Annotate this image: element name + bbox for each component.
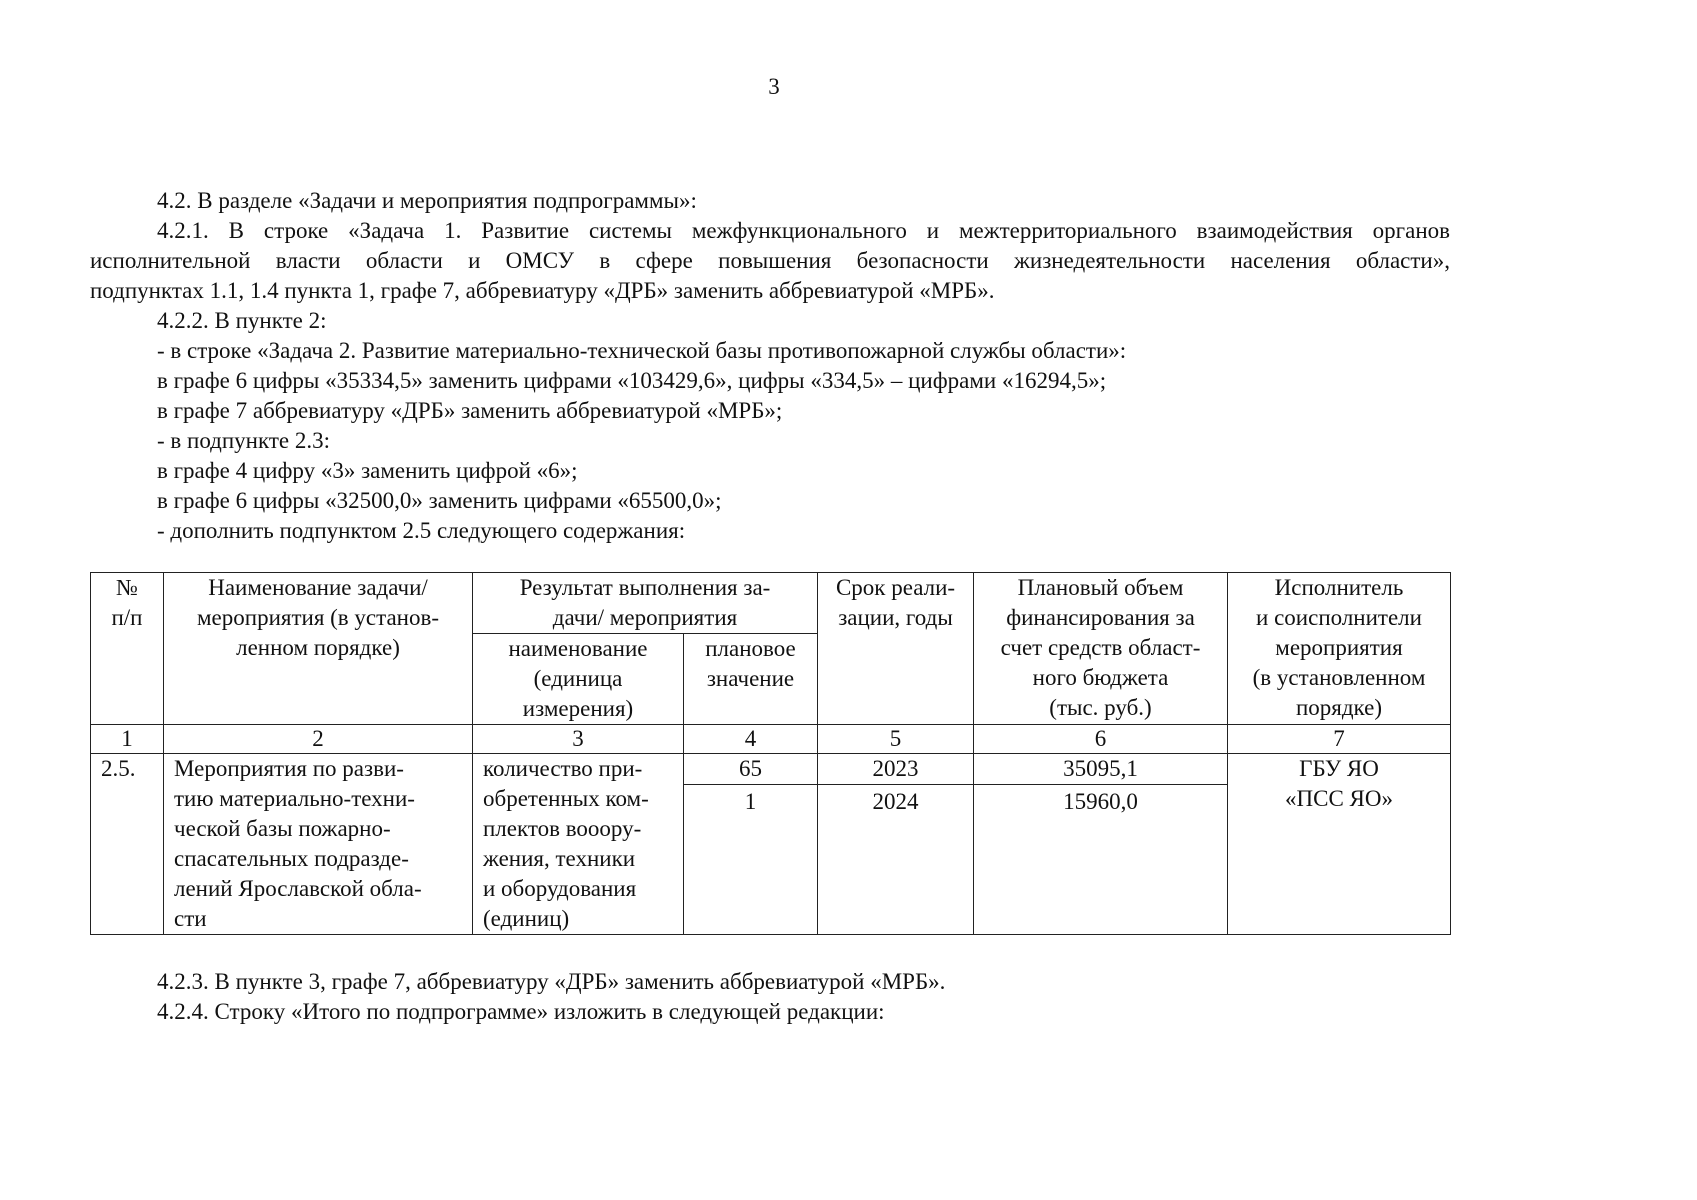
row-result-cell: количество при- обретенных ком- плектов вооору- жения, техники и оборудования (единиц) [473,754,684,935]
column-number-cell: 1 [91,725,164,754]
financing-cell: 15960,0 [974,785,1228,935]
amendment-table [90,572,1451,935]
table-row [91,754,1451,785]
paragraph-4-2-3: 4.2.3. В пункте 3, графе 7, аббревиатуру «ДРБ» заменить аббревиатурой «МРБ». [157,969,946,994]
paragraph-4-2-1-line1: 4.2.1. В строке «Задача 1. Развитие системы межфункционального и межтерриториального взаимодействия органов [157,218,1450,243]
header-col-result-name: наименование (единица измерения) [473,634,684,725]
paragraph-subitem-2-3: - в подпункте 2.3: [157,428,331,453]
header-col-result: Результат выполнения за- дачи/ мероприятия [473,573,818,634]
column-number-cell: 7 [1228,725,1451,754]
planned-value-cell: 1 [684,785,818,935]
column-number-cell: 3 [473,725,684,754]
paragraph-task-2: - в строке «Задача 2. Развитие материально-технической базы противопожарной службы области»: [157,338,1127,363]
header-col-name: Наименование задачи/ мероприятия (в установ- ленном порядке) [164,573,473,725]
column-number-cell: 6 [974,725,1228,754]
header-col-executor: Исполнитель и соисполнители мероприятия (в установленном порядке) [1228,573,1451,725]
row-name-cell: Мероприятия по разви- тию материально-техни- ческой базы пожарно- спасательных подразде- лений Ярославской обла- сти [164,754,473,935]
row-number-cell: 2.5. [91,754,164,935]
planned-value-cell: 65 [684,754,818,785]
paragraph-column4: в графе 4 цифру «3» заменить цифрой «6»; [157,458,578,483]
column-number-cell: 4 [684,725,818,754]
paragraph-4-2-1-line3: подпунктах 1.1, 1.4 пункта 1, графе 7, аббревиатуру «ДРБ» заменить аббревиатурой «МРБ». [90,278,995,303]
paragraph-4-2-2: 4.2.2. В пункте 2: [157,308,327,333]
page-number: 3 [768,74,780,99]
paragraph-4-2: 4.2. В разделе «Задачи и мероприятия подпрограммы»: [157,188,697,213]
financing-cell: 35095,1 [974,754,1228,785]
year-cell: 2024 [818,785,974,935]
paragraph-column7: в графе 7 аббревиатуру «ДРБ» заменить аббревиатурой «МРБ»; [157,398,783,423]
header-col-financing: Плановый объем финансирования за счет средств област- ного бюджета (тыс. руб.) [974,573,1228,725]
table-column-numbers-row [91,725,1451,754]
paragraph-4-2-4: 4.2.4. Строку «Итого по подпрограмме» изложить в следующей редакции: [157,999,885,1024]
paragraph-column6-2: в графе 6 цифры «32500,0» заменить цифрами «65500,0»; [157,488,722,513]
paragraph-4-2-1-line2: исполнительной власти области и ОМСУ в сфере повышения безопасности жизнедеятельности населения области», [90,248,1450,273]
header-col-term: Срок реали- зации, годы [818,573,974,725]
executor-cell: ГБУ ЯО «ПСС ЯО» [1228,754,1451,935]
paragraph-column6: в графе 6 цифры «35334,5» заменить цифрами «103429,6», цифры «334,5» – цифрами «16294,5»; [157,368,1107,393]
header-col-result-value: плановое значение [684,634,818,725]
header-col-number: № п/п [91,573,164,725]
year-cell: 2023 [818,754,974,785]
paragraph-add-2-5: - дополнить подпунктом 2.5 следующего содержания: [157,518,686,543]
table-header-row [91,573,1451,634]
column-number-cell: 2 [164,725,473,754]
column-number-cell: 5 [818,725,974,754]
